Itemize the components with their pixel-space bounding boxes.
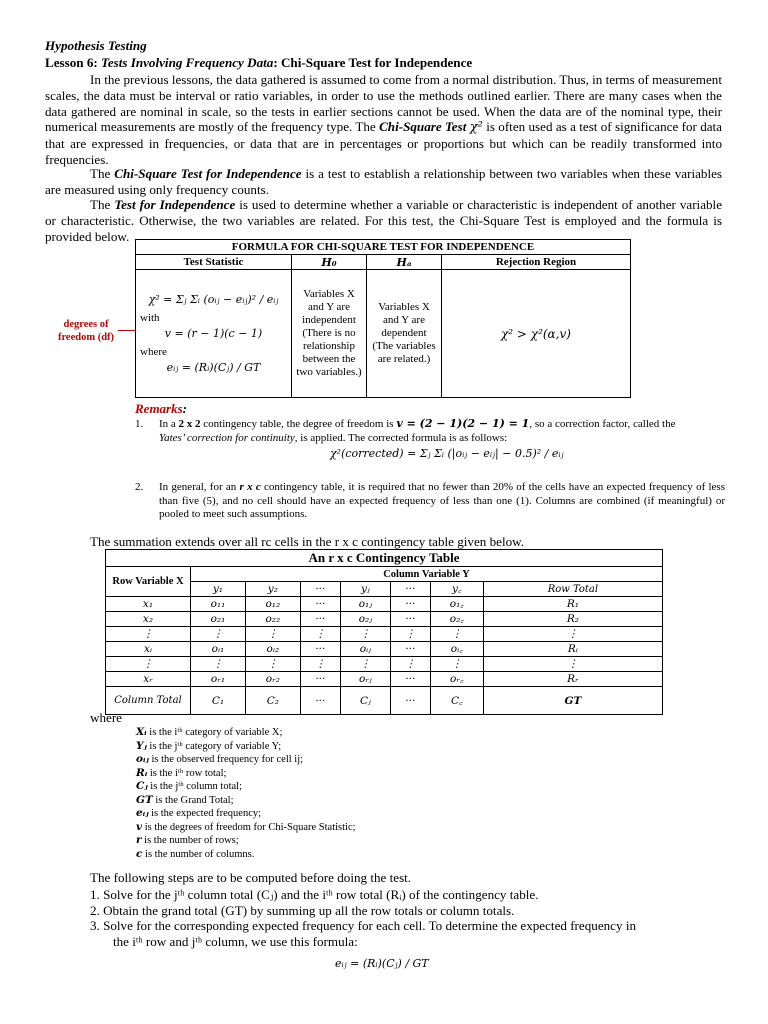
contingency-cell: o₂ⱼ <box>340 612 390 627</box>
contingency-cell: ··· <box>390 597 430 612</box>
header-ha: Hₐ <box>367 255 442 270</box>
contingency-cell: oᵣ₁ <box>191 672 246 687</box>
definition-item: v is the degrees of freedom for Chi-Square Statistic; <box>136 820 356 833</box>
step-item: 2. Obtain the grand total (GT) by summing up all the row totals or column totals. <box>90 902 515 918</box>
where-label: where <box>140 346 167 358</box>
step-item: the iᵗʰ row and jᵗʰ column, we use this formula: <box>113 933 358 949</box>
step-item: 3. Solve for the corresponding expected frequency for each cell. To determine the expected frequency in <box>90 918 636 934</box>
topic-title: Hypothesis Testing <box>45 38 147 53</box>
contingency-cell: xᵢ <box>106 642 191 657</box>
definition-item: oᵢⱼ is the observed frequency for cell ij; <box>136 753 304 765</box>
h0-cell: Variables X and Y are independent (There is no relationship between the two variables.) <box>292 270 367 398</box>
contingency-row <box>106 627 663 642</box>
definition-item: Xᵢ is the iᵗʰ category of variable X; <box>136 726 283 738</box>
steps-intro: The following steps are to be computed before doing the test. <box>90 870 412 885</box>
definition-item: GT is the Grand Total; <box>136 793 234 806</box>
contingency-cell: ⋮ <box>430 627 483 642</box>
where-label-2: where <box>90 710 122 725</box>
contingency-cell: x₁ <box>106 597 191 612</box>
formula-table-caption: FORMULA FOR CHI-SQUARE TEST FOR INDEPENDENCE <box>136 240 631 255</box>
definition-item: Yⱼ is the jᵗʰ category of variable Y; <box>136 739 282 752</box>
contingency-cell: R₁ <box>483 597 662 612</box>
intro-paragraph-2: The Chi-Square Test for Independence is a test to establish a relationship between two variables when these variables are measured using only frequency counts. <box>45 166 722 197</box>
contingency-row <box>106 612 663 627</box>
contingency-cell: ⋮ <box>340 657 390 672</box>
contingency-header-cell: ··· <box>390 582 430 597</box>
ha-cell: Variables X and Y are dependent (The variables are related.) <box>367 270 442 398</box>
intro-paragraph-1: In the previous lessons, the data gathered is assumed to come from a normal distribution. Thus, in terms of measurement scales, the data must be interval or ratio variables, in order to use the methods outlined earlier. There are many cases when the data gathered are nominal in scale, so the tests in earlier sections cannot be used. When the data are of the nominal type, their numerical measurements are mostly of the frequency type. The Chi-Square Test χ² is often used as a test of significance for data that are expressed in frequencies, or data that are in percentages or proportions but which can be readily transformed into frequencies. <box>45 72 722 167</box>
contingency-cell: ··· <box>390 672 430 687</box>
df-arrow <box>118 330 136 331</box>
definition-item: c is the number of columns. <box>136 847 255 860</box>
contingency-cell: o₂꜀ <box>430 612 483 627</box>
contingency-cell: Cⱼ <box>340 687 390 715</box>
contingency-cell: ··· <box>300 687 340 715</box>
contingency-cell: Rᵢ <box>483 642 662 657</box>
contingency-cell: Column Total <box>106 687 191 715</box>
contingency-cell: x₂ <box>106 612 191 627</box>
contingency-cell: o₁₂ <box>245 597 300 612</box>
definitions-list <box>136 726 356 861</box>
corrected-formula: χ²(corrected) = Σⱼ Σᵢ (|oᵢⱼ − eᵢⱼ| − 0.5)² / eᵢⱼ <box>330 447 564 460</box>
intro-paragraph-3: The Test for Independence is used to determine whether a variable or characteristic is independent of another variable or characteristic. Otherwise, the two variables are related. For this test, the Chi-Square Test is employed and the formula is provided below. <box>45 197 723 244</box>
rejection-cell: χ² > χ²(α,v) <box>442 270 631 398</box>
lesson-title: Lesson 6: Tests Involving Frequency Data: Chi-Square Test for Independence <box>45 55 473 70</box>
contingency-row <box>106 597 663 612</box>
definition-item: eᵢⱼ is the expected frequency; <box>136 807 262 819</box>
contingency-cell: oᵣⱼ <box>340 672 390 687</box>
header-h0: H₀ <box>292 255 367 270</box>
contingency-cell: ⋮ <box>483 657 662 672</box>
contingency-row <box>106 657 663 672</box>
contingency-header-cell: yⱼ <box>340 582 390 597</box>
definition-item: Cⱼ is the jᵗʰ column total; <box>136 780 242 792</box>
contingency-cell: ⋮ <box>245 627 300 642</box>
contingency-cell: o₂₁ <box>191 612 246 627</box>
contingency-cell: ··· <box>300 642 340 657</box>
contingency-cell: C꜀ <box>430 687 483 715</box>
contingency-cell: oᵢ₂ <box>245 642 300 657</box>
row-variable-header: Row Variable X <box>106 567 191 597</box>
contingency-cell: ⋮ <box>106 627 191 642</box>
eij-formula: eᵢⱼ = (Rᵢ)(Cⱼ) / GT <box>166 361 261 374</box>
chi-square-formula: χ² = Σⱼ Σᵢ (oᵢⱼ − eᵢⱼ)² / eᵢⱼ <box>148 293 279 306</box>
step-item: 1. Solve for the jᵗʰ column total (Cⱼ) and the iᵗʰ row total (Rᵢ) of the contingency table. <box>90 887 539 902</box>
contingency-cell: o₁ⱼ <box>340 597 390 612</box>
contingency-cell: R₂ <box>483 612 662 627</box>
definition-item: r is the number of rows; <box>136 834 239 846</box>
contingency-cell: ⋮ <box>191 657 246 672</box>
contingency-cell: ⋮ <box>106 657 191 672</box>
header-rejection-region: Rejection Region <box>442 255 631 270</box>
contingency-cell: ⋮ <box>430 657 483 672</box>
contingency-cell: ··· <box>300 612 340 627</box>
df-formula: v = (r − 1)(c − 1) <box>164 327 263 340</box>
remarks-title: Remarks: <box>135 401 188 416</box>
contingency-cell: ⋮ <box>483 627 662 642</box>
contingency-cell: Rᵣ <box>483 672 662 687</box>
contingency-header-cell: Row Total <box>483 582 662 597</box>
contingency-cell: oᵢ₁ <box>191 642 246 657</box>
contingency-cell: o₁꜀ <box>430 597 483 612</box>
contingency-total-row <box>106 687 663 715</box>
contingency-table <box>105 549 663 715</box>
remark-1: 1. In a 2 x 2 contingency table, the degree of freedom is v = (2 − 1)(2 − 1) = 1, so a correction factor, called the Yates’ correction for continuity, is applied. The corrected formula is as follows: <box>135 417 676 444</box>
summation-line: The summation extends over all rc cells in the r x c contingency table given below. <box>90 534 525 549</box>
definition-item: Rᵢ is the iᵗʰ row total; <box>136 766 227 779</box>
contingency-row <box>106 642 663 657</box>
contingency-cell: o₂₂ <box>245 612 300 627</box>
contingency-cell: ⋮ <box>390 627 430 642</box>
header-test-statistic: Test Statistic <box>136 255 292 270</box>
formula-table <box>135 239 631 398</box>
contingency-cell: oᵢ꜀ <box>430 642 483 657</box>
contingency-cell: ⋮ <box>300 627 340 642</box>
contingency-cell: GT <box>483 687 662 715</box>
contingency-cell: ··· <box>390 642 430 657</box>
contingency-cell: C₁ <box>191 687 246 715</box>
contingency-cell: ⋮ <box>245 657 300 672</box>
contingency-cell: C₂ <box>245 687 300 715</box>
contingency-cell: ··· <box>300 672 340 687</box>
contingency-cell: ⋮ <box>191 627 246 642</box>
contingency-title: An r x c Contingency Table <box>106 550 663 567</box>
contingency-cell: oᵣ₂ <box>245 672 300 687</box>
contingency-cell: ··· <box>390 687 430 715</box>
contingency-cell: ⋮ <box>300 657 340 672</box>
contingency-cell: ⋮ <box>390 657 430 672</box>
with-label: with <box>140 312 160 324</box>
contingency-header-cell: y꜀ <box>430 582 483 597</box>
remark-2: 2. In general, for an r x c contingency table, it is required that no fewer than 20% of the cells have an expected frequency of less than five (5), and no cell should have an expected frequency of less than one (1). Columns are combined (if meaningful) or pooled to meet such assumptions. <box>135 481 725 520</box>
contingency-cell: xᵣ <box>106 672 191 687</box>
contingency-cell: o₁₁ <box>191 597 246 612</box>
steps-list <box>90 887 730 949</box>
contingency-header-cell: y₂ <box>245 582 300 597</box>
final-eij-formula: eᵢⱼ = (Rᵢ)(Cⱼ) / GT <box>335 957 429 970</box>
df-side-label: degrees of freedom (df) <box>57 319 115 343</box>
contingency-cell: ··· <box>390 612 430 627</box>
column-variable-header: Column Variable Y <box>191 567 663 582</box>
contingency-header-cell: ··· <box>300 582 340 597</box>
contingency-cell: ⋮ <box>340 627 390 642</box>
contingency-cell: oᵣ꜀ <box>430 672 483 687</box>
contingency-cell: oᵢⱼ <box>340 642 390 657</box>
contingency-header-cell: y₁ <box>191 582 246 597</box>
contingency-row <box>106 672 663 687</box>
contingency-cell: ··· <box>300 597 340 612</box>
test-statistic-cell <box>136 270 292 398</box>
